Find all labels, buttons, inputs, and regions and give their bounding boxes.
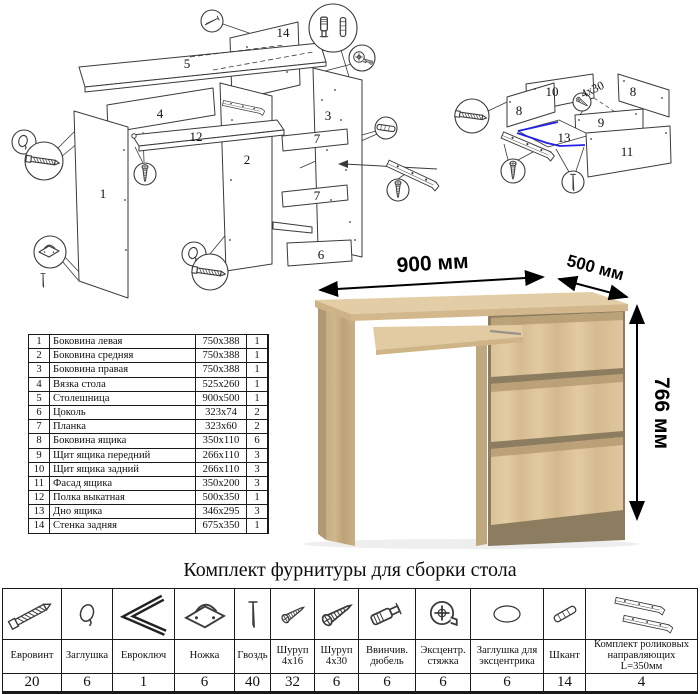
part-label-3: 3 [324,108,332,123]
part-label-1: 1 [99,186,107,201]
part-label-13: 13 [557,130,571,145]
part-size: 323x74 [196,406,246,419]
part-name: Фасад ящика [50,477,195,490]
part-size: 900x500 [196,392,246,405]
hardware-name: Ножка [175,640,234,673]
hardware-name: Шкант [544,640,585,673]
part-name: Щит ящика передний [50,449,195,462]
hardware-qty: 6 [62,674,112,691]
row-num: 14 [29,519,49,532]
hardware-qty: 32 [271,674,314,691]
row-num: 12 [29,491,49,504]
row-num: 3 [29,363,49,376]
part-label-8b: 8 [629,84,637,99]
part-name: Щит ящика задний [50,463,195,476]
hardware-name: Комплект роликовых направляющих L=350мм [586,640,697,673]
part-name: Боковина средняя [50,349,195,362]
cam-lock-icon [416,589,470,639]
part-label-14: 14 [276,25,290,40]
hardware-name: Шуруп 4x16 [271,640,314,673]
nail-icon [235,589,270,639]
part-label-10: 10 [545,84,559,99]
part-size: 525x260 [196,378,246,391]
hardware-name: Евроключ [113,640,174,673]
part-label-6: 6 [317,247,325,262]
part-qty: 3 [247,449,267,462]
part-name: Боковина левая [50,335,195,348]
part-name: Боковина ящика [50,434,195,447]
part-size: 266x110 [196,449,246,462]
part-3-right-panel [313,68,362,257]
hardware-qty: 6 [416,674,470,691]
width-dimension-label: 900 мм [395,249,470,278]
hardware-qty: 20 [3,674,61,691]
part-size: 750x388 [196,349,246,362]
part-qty: 1 [247,491,267,504]
roller-guides-icon [586,589,697,639]
row-num: 4 [29,378,49,391]
height-dimension-label: 766 мм [650,377,673,449]
part-label-7a: 7 [313,131,321,146]
hardware-qty: 6 [175,674,234,691]
part-size: 350x200 [196,477,246,490]
leg-icon [175,589,234,639]
left-panel-front [326,310,355,546]
hardware-name: Заглушка [62,640,112,673]
part-size: 750x388 [196,335,246,348]
row-num: 9 [29,449,49,462]
part-qty: 1 [247,349,267,362]
hardware-name: Шуруп 4x30 [315,640,358,673]
hardware-qty: 4 [586,674,697,691]
part-name: Столешница [50,392,195,405]
part-qty: 6 [247,434,267,447]
hardware-name: Эксцентр. стяжка [416,640,470,673]
part-size: 323x60 [196,420,246,433]
wood-dowel-icon [340,18,345,37]
hardware-qty: 14 [544,674,585,691]
hardware-kit-title: Комплект фурнитуры для сборки стола [183,559,517,581]
support-bar [273,222,312,233]
part-label-11: 11 [620,144,634,159]
hardware-name: Ввинчив. дюбель [359,640,415,673]
part-label-2: 2 [243,152,251,167]
row-num: 1 [29,335,49,348]
part-size: 350x110 [196,434,246,447]
screw-icon [271,589,314,639]
dowel-screw-icon [359,589,415,639]
part-label-4: 4 [156,106,164,121]
part-size: 750x388 [196,363,246,376]
row-num: 5 [29,392,49,405]
cap-icon [62,589,112,639]
part-name: Дно ящика [50,505,195,518]
row-num: 6 [29,406,49,419]
hardware-name: Гвоздь [235,640,270,673]
part-qty: 2 [247,406,267,419]
hardware-qty: 6 [471,674,543,691]
part-qty: 1 [247,378,267,391]
wood-dowel-icon [544,589,585,639]
row-num: 8 [29,434,49,447]
row-num: 2 [29,349,49,362]
row-num: 10 [29,463,49,476]
depth-dimension-label: 500 мм [564,250,627,285]
part-name: Стенка задняя [50,519,195,532]
hardware-table [2,588,698,694]
part-name: Вязка стола [50,378,195,391]
cam-cap-icon [471,589,543,639]
drawer-fronts [491,312,623,525]
part-qty: 1 [247,392,267,405]
part-qty: 1 [247,335,267,348]
row-num: 7 [29,420,49,433]
part-qty: 1 [247,363,267,376]
width-arrow [320,277,543,290]
row-num: 13 [29,505,49,518]
part-size: 675x350 [196,519,246,532]
part-name: Боковина правая [50,363,195,376]
part-size: 346x295 [196,505,246,518]
part-qty: 3 [247,477,267,490]
middle-panel [476,336,487,546]
part-label-12: 12 [189,129,203,144]
left-panel-side [318,307,326,540]
part-qty: 3 [247,463,267,476]
part-name: Цоколь [50,406,195,419]
part-qty: 3 [247,505,267,518]
desk-photo [293,248,700,550]
part-label-7b: 7 [313,188,321,203]
row-num: 11 [29,477,49,490]
parts-table [28,334,269,534]
part-label-9: 9 [597,115,605,130]
drawer-exploded-diagram [438,45,700,237]
hardware-name: Заглушка для эксцентрика [471,640,543,673]
part-name: Планка [50,420,195,433]
nail-icon [41,274,46,288]
callout-dowels [309,4,357,52]
hardware-qty: 1 [113,674,174,691]
part-1-left-panel [74,111,128,298]
part-qty: 1 [247,519,267,532]
hardware-name: Евровинт [3,640,61,673]
part-name: Полка выкатная [50,491,195,504]
hardware-qty: 40 [235,674,270,691]
screw-size-label: 4x30 [578,77,607,101]
part-qty: 2 [247,420,267,433]
screw-icon [315,589,358,639]
shelf-pin [132,134,136,138]
part-size: 266x110 [196,463,246,476]
part-size: 500x350 [196,491,246,504]
part-label-8a: 8 [515,103,523,118]
euro-screw-icon [3,589,61,639]
hex-key-icon [113,589,174,639]
hardware-qty: 6 [315,674,358,691]
hardware-qty: 6 [359,674,415,691]
part-label-5: 5 [183,56,191,71]
